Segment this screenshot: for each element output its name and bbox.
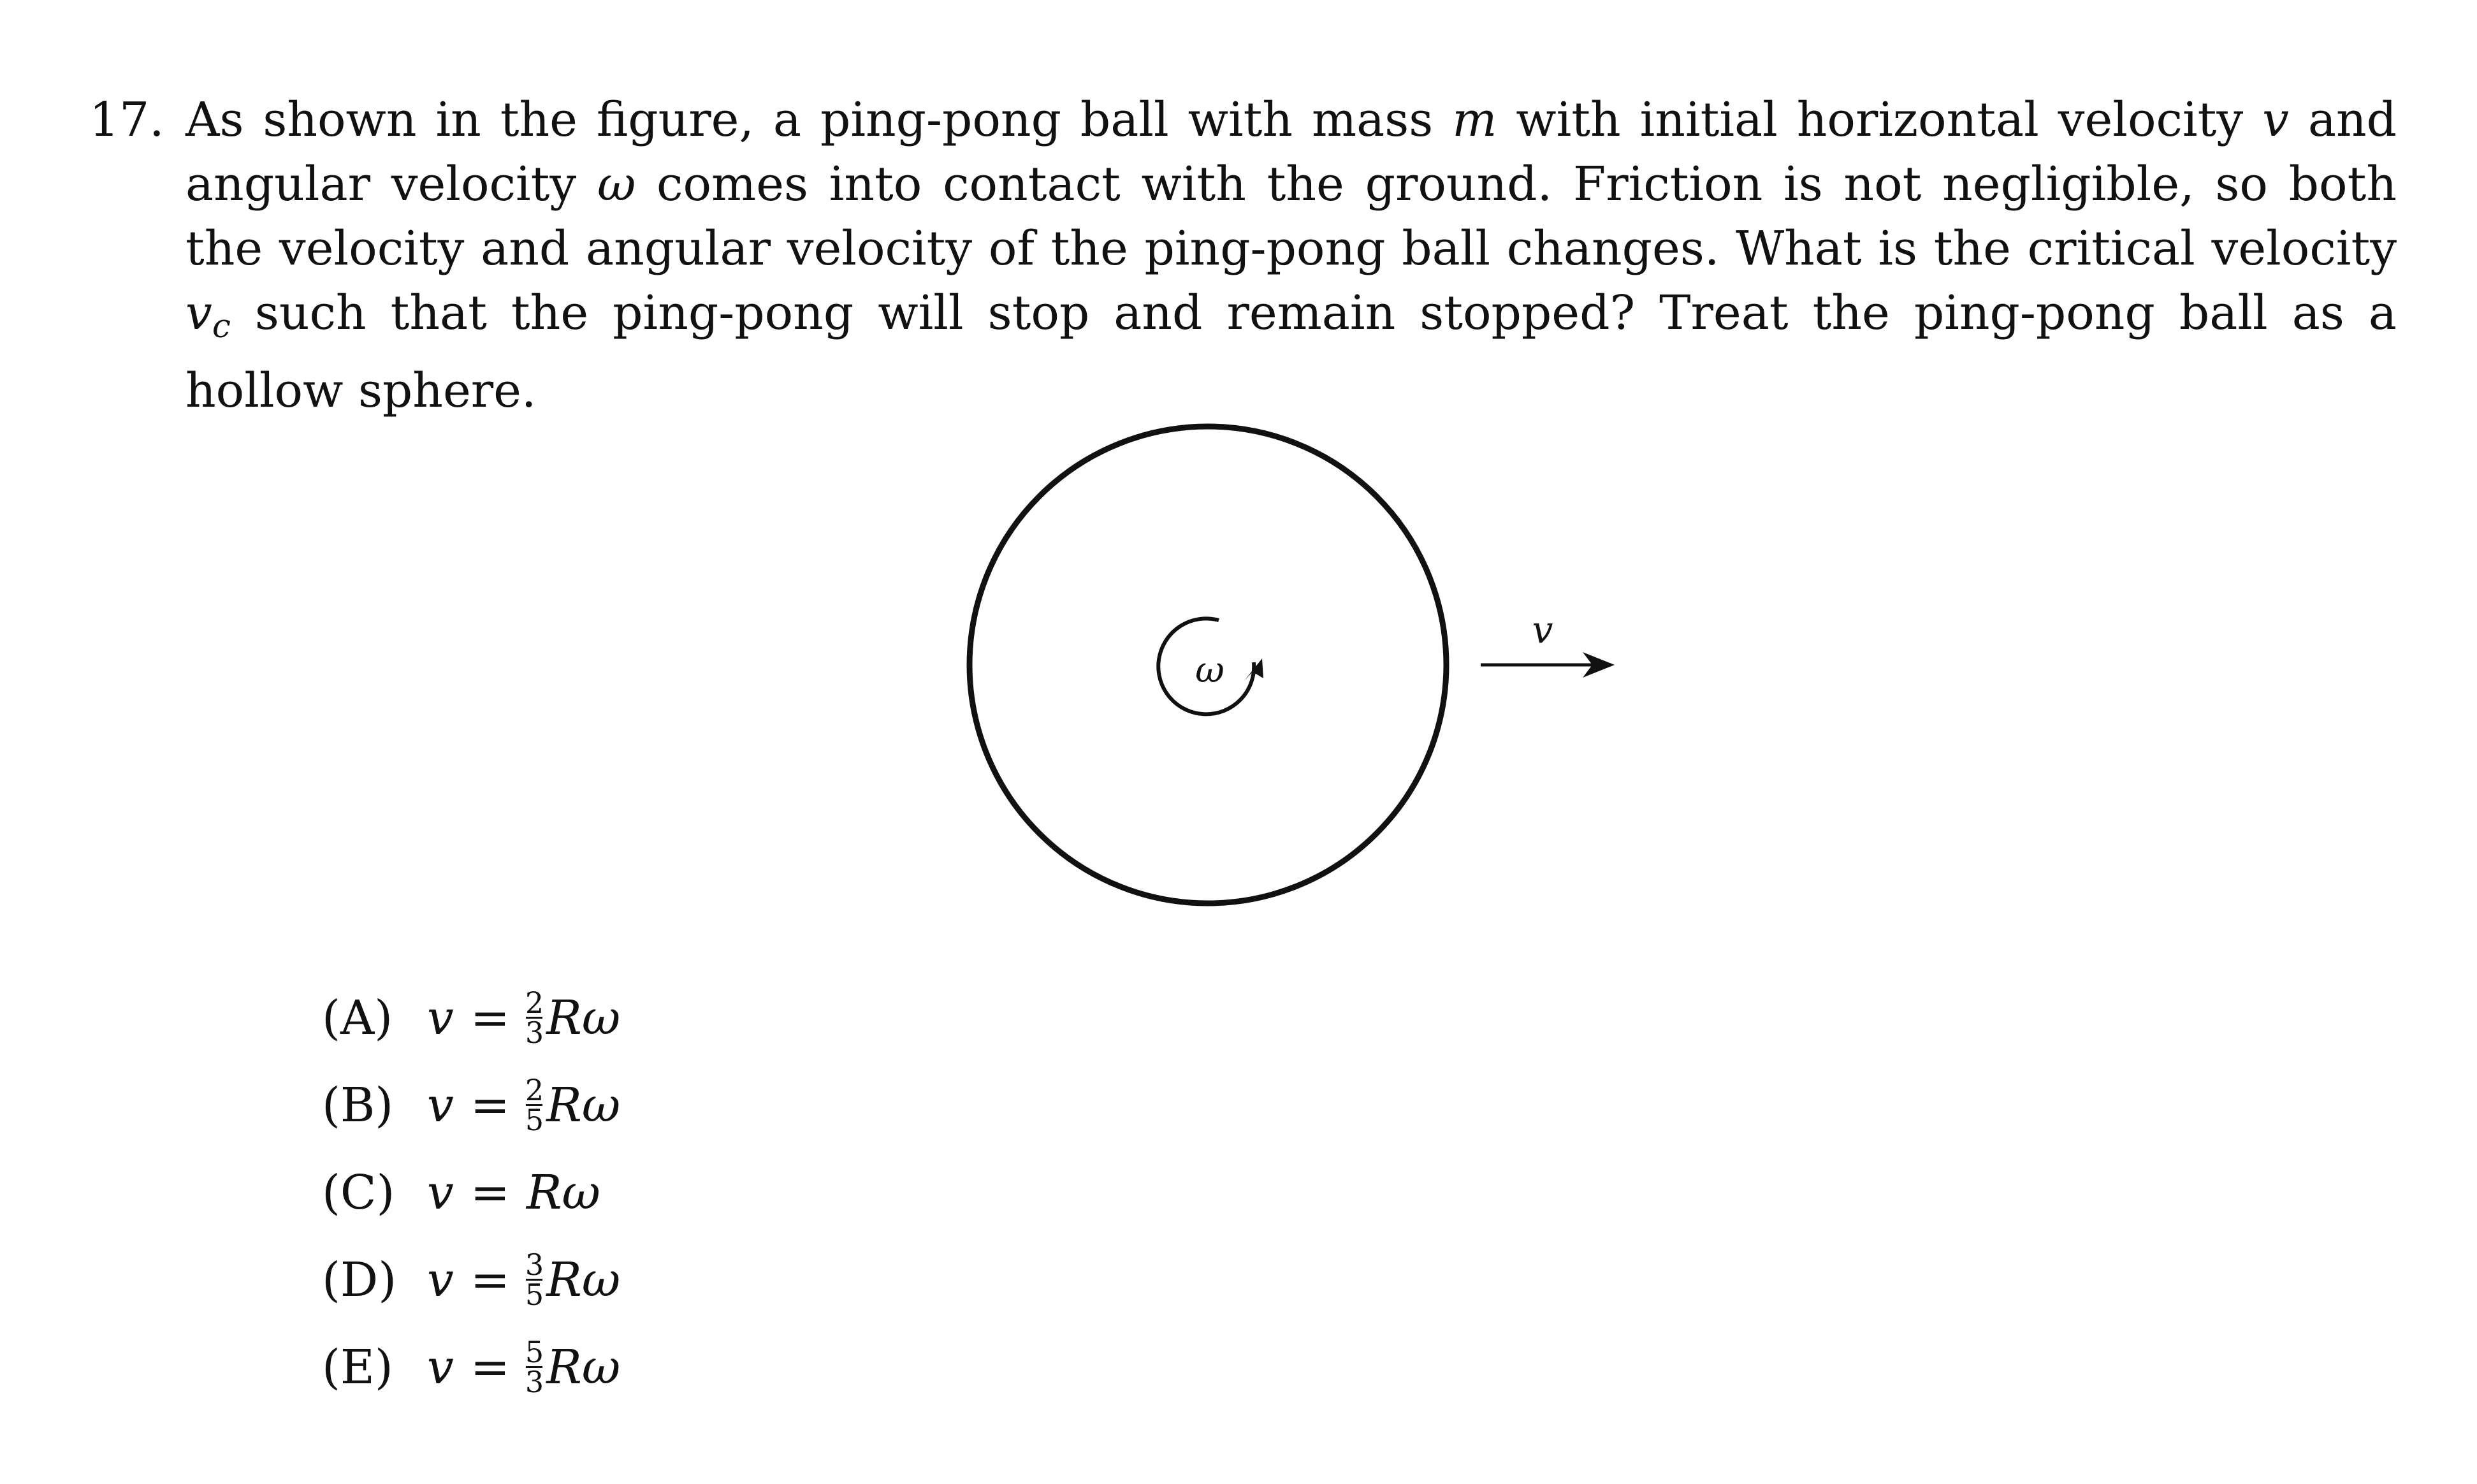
choice-a[interactable] <box>322 974 620 1061</box>
choice-equals: = <box>470 1252 510 1307</box>
choice-lhs: v <box>427 1339 454 1395</box>
choice-fraction <box>525 1248 544 1312</box>
question-text <box>185 88 2397 423</box>
question-text-part-5: such that the ping-pong will stop and remain stopped? Treat the ping-pong ball as a hollow sphere. <box>185 286 2397 418</box>
fraction-numerator: 2 <box>525 986 544 1020</box>
fraction-denominator: 5 <box>525 1277 544 1312</box>
choice-expression <box>427 1165 600 1220</box>
choice-rhs: Rω <box>546 990 621 1045</box>
choice-expression <box>427 986 621 1050</box>
choice-equals: = <box>470 1165 510 1220</box>
fraction-denominator: 3 <box>525 1015 544 1050</box>
choice-equals: = <box>470 990 510 1045</box>
choice-rhs: Rω <box>546 1252 621 1307</box>
choice-e[interactable] <box>322 1323 620 1411</box>
choice-fraction <box>525 1335 544 1399</box>
omega-label: ω <box>1195 650 1224 691</box>
fraction-numerator: 2 <box>525 1073 544 1107</box>
choice-fraction <box>525 986 544 1050</box>
fraction-numerator: 5 <box>525 1335 544 1369</box>
choice-c[interactable] <box>322 1149 620 1236</box>
choice-lhs: v <box>427 990 454 1045</box>
choice-expression <box>427 1335 621 1399</box>
velocity-symbol: v <box>2262 92 2289 147</box>
question-text-part-3: and angular velocity <box>185 92 2397 212</box>
critical-velocity-base: v <box>185 286 212 340</box>
choice-d[interactable] <box>322 1236 620 1323</box>
problem-17 <box>89 88 2397 423</box>
choice-b[interactable] <box>322 1061 620 1149</box>
angular-velocity-symbol: ω <box>597 157 636 212</box>
choice-expression <box>427 1073 621 1137</box>
choice-equals: = <box>470 1339 510 1395</box>
choice-label: (B) <box>322 1077 394 1133</box>
choice-lhs: v <box>427 1252 454 1307</box>
ping-pong-figure <box>950 408 1651 918</box>
answer-choices <box>322 974 620 1411</box>
question-text-part-4: comes into contact with the ground. Friction is not negligible, so both the velocity and angular velocity of the ping-pong ball changes. What is the critical velocity <box>185 157 2397 276</box>
mass-symbol: m <box>1452 92 1497 147</box>
fraction-numerator: 3 <box>525 1248 544 1282</box>
choice-lhs: v <box>427 1077 454 1133</box>
figure-canvas <box>950 408 1651 918</box>
choice-lhs: v <box>427 1165 454 1220</box>
critical-velocity-symbol <box>185 286 231 346</box>
fraction-denominator: 3 <box>525 1365 544 1399</box>
choice-rhs: Rω <box>526 1165 600 1220</box>
choice-equals: = <box>470 1077 510 1133</box>
choice-rhs: Rω <box>546 1339 621 1395</box>
choice-label: (C) <box>322 1165 395 1220</box>
question-number: 17. <box>89 92 164 147</box>
choice-rhs: Rω <box>546 1077 621 1133</box>
velocity-label: v <box>1532 608 1553 651</box>
question-text-part-2: with initial horizontal velocity <box>1497 92 2263 147</box>
fraction-denominator: 5 <box>525 1103 544 1137</box>
choice-label: (A) <box>322 990 393 1045</box>
question-text-part-1: As shown in the figure, a ping-pong ball with mass <box>185 92 1453 147</box>
choice-fraction <box>525 1073 544 1137</box>
choice-label: (D) <box>322 1252 397 1307</box>
critical-velocity-subscript: c <box>212 307 231 346</box>
choice-label: (E) <box>322 1339 393 1395</box>
choice-expression <box>427 1248 621 1312</box>
